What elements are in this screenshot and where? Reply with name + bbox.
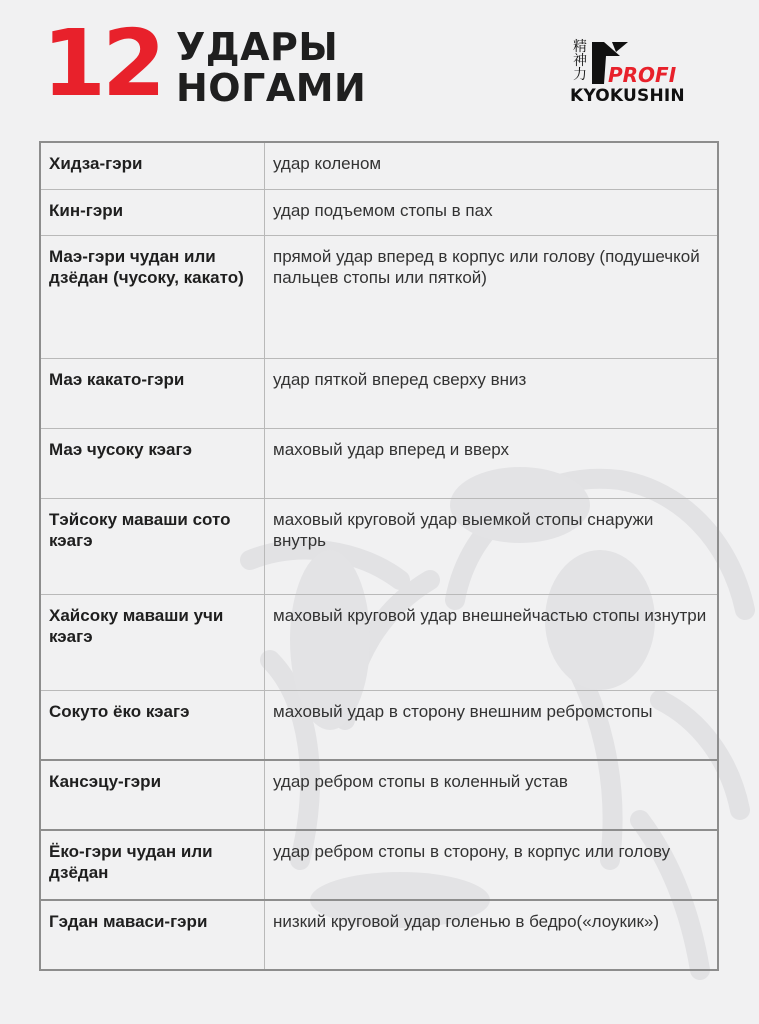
kick-description: удар ребром стопы в коленный устав xyxy=(265,760,719,830)
table-row xyxy=(40,498,718,594)
kick-name: Маэ чусоку кэагэ xyxy=(40,428,265,498)
table-row xyxy=(40,594,718,690)
kick-name: Кин-гэри xyxy=(40,189,265,235)
title-line-1: УДАРЫ xyxy=(176,25,339,69)
count-number: 12 xyxy=(42,10,163,117)
logo-kanji: 精 神 力 xyxy=(573,39,587,83)
kicks-table xyxy=(39,141,719,971)
kick-name: Гэдан маваси-гэри xyxy=(40,900,265,970)
table-row xyxy=(40,142,718,189)
table-row xyxy=(40,358,718,428)
kick-name: Тэйсоку маваши сото кэагэ xyxy=(40,498,265,594)
kick-description: прямой удар вперед в корпус или голову (подушечкой пальцев стопы или пяткой) xyxy=(265,235,719,358)
table-row xyxy=(40,428,718,498)
kick-name: Ёко-гэри чудан или дзёдан xyxy=(40,830,265,900)
table-row xyxy=(40,189,718,235)
table-row xyxy=(40,690,718,760)
kick-name: Маэ-гэри чудан или дзёдан (чусоку, какато) xyxy=(40,235,265,358)
table-row xyxy=(40,900,718,970)
logo-brand-top: PROFI xyxy=(608,63,677,87)
kick-description: удар коленом xyxy=(265,142,719,189)
kick-name: Кансэцу-гэри xyxy=(40,760,265,830)
profi-kyokushin-logo xyxy=(568,40,728,112)
kick-name: Хайсоку маваши учи кэагэ xyxy=(40,594,265,690)
kick-description: низкий круговой удар голенью в бедро(«лоукик») xyxy=(265,900,719,970)
kick-description: маховый круговой удар внешнейчастью стопы изнутри xyxy=(265,594,719,690)
kick-name: Сокуто ёко кэагэ xyxy=(40,690,265,760)
page-header xyxy=(0,0,759,130)
kick-description: маховый круговой удар выемкой стопы снаружи внутрь xyxy=(265,498,719,594)
kick-description: маховый удар вперед и вверх xyxy=(265,428,719,498)
table-row xyxy=(40,235,718,358)
kick-description: удар подъемом стопы в пах xyxy=(265,189,719,235)
page-title xyxy=(176,27,366,109)
kick-name: Хидза-гэри xyxy=(40,142,265,189)
table-row xyxy=(40,760,718,830)
kick-description: удар ребром стопы в сторону, в корпус или голову xyxy=(265,830,719,900)
kick-description: удар пяткой вперед сверху вниз xyxy=(265,358,719,428)
table-row xyxy=(40,830,718,900)
title-line-2: НОГАМИ xyxy=(176,66,367,110)
kick-description: маховый удар в сторону внешним ребромстопы xyxy=(265,690,719,760)
kick-name: Маэ какато-гэри xyxy=(40,358,265,428)
logo-brand-bottom: KYOKUSHIN xyxy=(570,86,685,106)
